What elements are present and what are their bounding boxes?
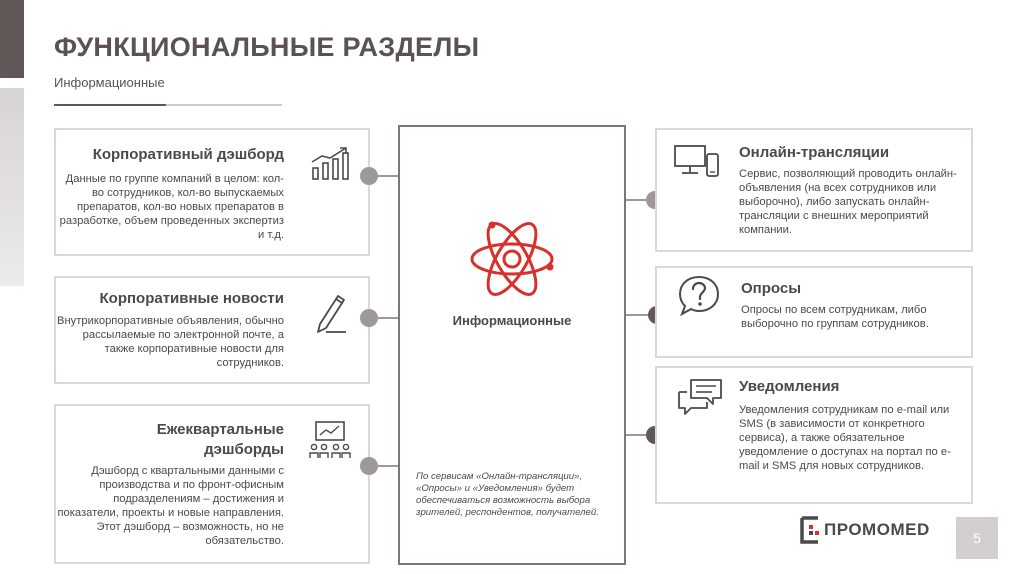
card-quarterly-dashboards xyxy=(54,404,370,564)
center-note: По сервисам «Онлайн-трансляции», «Опросы» и «Уведомления» будет обеспечиваться возможность выбора зрителей, респондентов, получателей. xyxy=(416,471,599,518)
atom-icon xyxy=(466,219,558,299)
presentation-icon xyxy=(308,420,352,460)
connector-dot xyxy=(360,167,378,185)
center-label: Информационные xyxy=(452,313,572,328)
decor-bar-light xyxy=(0,88,24,286)
card-corporate-dashboard xyxy=(54,128,370,256)
card-text: Сервис, позволяющий проводить онлайн-объявления (на всех сотрудников или выборочно), либо запускать онлайн-трансляции с внешних мероприятий компании. xyxy=(739,168,957,236)
card-surveys xyxy=(655,266,973,358)
page-subtitle: Информационные xyxy=(54,75,165,90)
promomed-logo-icon xyxy=(800,516,822,544)
card-title: Корпоративный дэшборд xyxy=(92,146,284,163)
card-notifications xyxy=(655,366,973,504)
card-text: Внутрикорпоративные объявления, обычно рассылаемые по электронной почте, а также корпоративные новости для сотрудников. xyxy=(57,315,284,369)
subtitle-underline xyxy=(54,104,166,106)
card-text: Данные по группе компаний в целом: кол-во сотрудников, кол-во выпускаемых препаратов, кол-во новых препаратов в разработке, объем проведенных экспертиз и т.д. xyxy=(59,173,284,241)
card-online-broadcasts xyxy=(655,128,973,252)
connector-dot xyxy=(360,457,378,475)
card-text: Дэшборд с квартальными данными с производства и по фронт-офисным подразделениям – достижения и показатели, проекты и новые направления. Этот дэшборд – возможность, но не обязательство. xyxy=(57,465,284,547)
card-corporate-news xyxy=(54,276,370,384)
center-panel xyxy=(398,125,626,565)
card-title: Корпоративные новости xyxy=(99,290,284,307)
card-title: Опросы xyxy=(741,280,802,297)
card-text: Уведомления сотрудникам по e-mail или SMS (в зависимости от конкретного сервиса), а также обязательное уведомление о доступах на портал по e-mail и SMS для новых сотрудников. xyxy=(739,404,951,472)
pencil-icon xyxy=(312,292,348,334)
page-number: 5 xyxy=(956,517,998,559)
chat-bubbles-icon xyxy=(677,378,723,416)
logo-text: ПРОМОМЕD xyxy=(824,520,930,539)
connector-dot xyxy=(360,309,378,327)
decor-bar-dark xyxy=(0,0,24,78)
card-title: Онлайн-трансляции xyxy=(739,144,890,161)
card-text: Опросы по всем сотрудникам, либо выборочно по группам сотрудников. xyxy=(741,304,929,330)
devices-icon xyxy=(673,144,721,180)
page-title: ФУНКЦИОНАЛЬНЫЕ РАЗДЕЛЫ xyxy=(54,32,480,62)
card-title: Ежеквартальные дэшборды xyxy=(156,421,284,458)
subtitle-underline-light xyxy=(166,104,282,106)
bar-chart-icon xyxy=(310,146,350,182)
question-bubble-icon xyxy=(677,274,721,318)
card-title: Уведомления xyxy=(739,378,840,395)
